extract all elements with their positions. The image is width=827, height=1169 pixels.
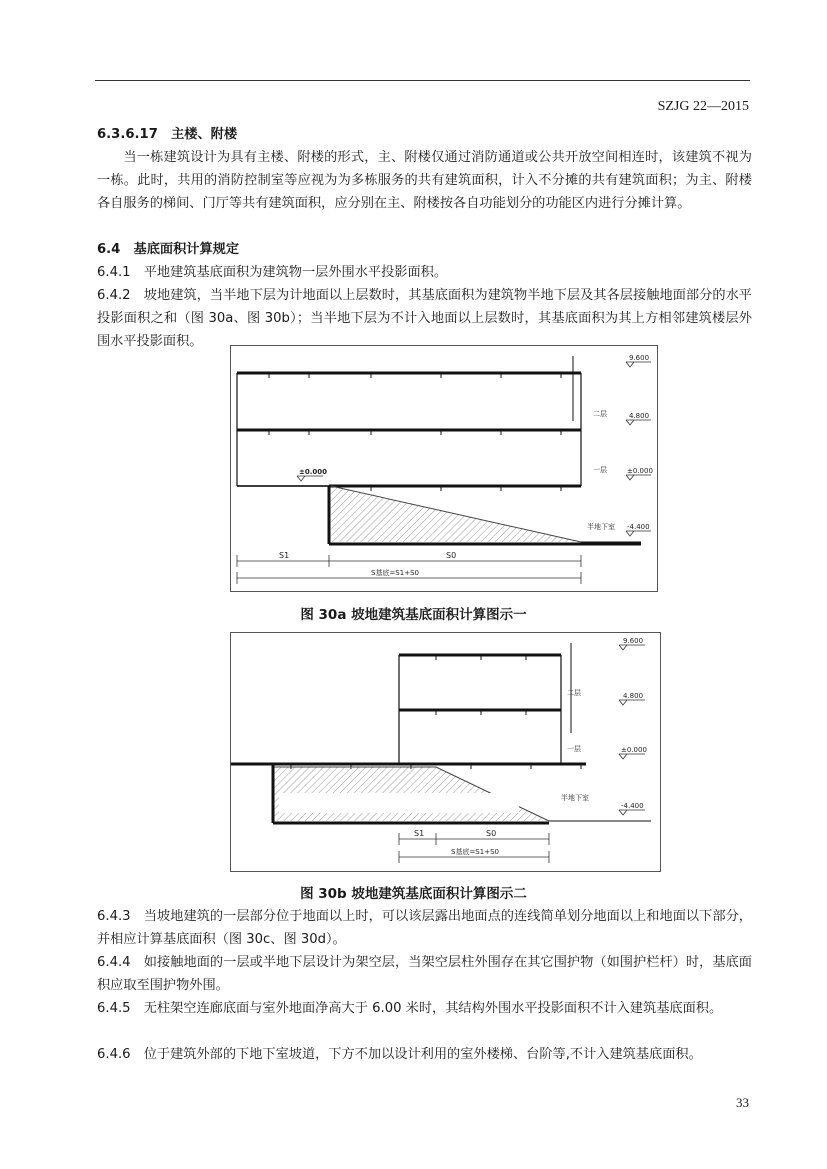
- fig30a-elev-zero: ±0.000: [627, 467, 653, 475]
- figure-30a-drawing: [231, 346, 657, 591]
- figure-30b-caption: 图 30b 坡地建筑基底面积计算图示二: [300, 886, 527, 902]
- fig30a-s1-label: S1: [279, 551, 290, 560]
- paragraph-6-4-3: 6.4.3 当坡地建筑的一层部分位于地面以上时，可以该层露出地面点的连线简单划分地面以上和地面以下部分，并相应计算基底面积（图 30c、图 30d）。: [97, 909, 752, 947]
- paragraph-6-4-4: 6.4.4 如接触地面的一层或半地下层设计为架空层，当架空层柱外围存在其它围护物（如围护栏杆）时，基底面积应取至围护物外围。: [97, 955, 752, 993]
- fig30a-floor2-label: 二层: [593, 410, 607, 418]
- fig30a-floor1-label: 一层: [593, 466, 607, 474]
- fig30b-floor1-label: 一层: [567, 745, 581, 753]
- fig30a-elev-mid: 4.800: [629, 412, 650, 420]
- fig30b-semi-basement-label: 半地下室: [561, 794, 589, 802]
- fig30a-total-label: S基底=S1+S0: [371, 569, 419, 577]
- paragraph-6-4-1: 6.4.1 平地建筑基底面积为建筑物一层外围水平投影面积。: [97, 265, 448, 280]
- fig30b-elev-zero: ±0.000: [621, 746, 647, 754]
- fig30a-elev-top: 9.600: [629, 354, 650, 362]
- fig30a-elev-zero-left: ±0.000: [299, 468, 328, 476]
- fig30b-elev-mid: 4.800: [623, 692, 644, 700]
- paragraph-6-4-5: 6.4.5 无柱架空连廊底面与室外地面净高大于 6.00 米时，其结构外围水平投影面积不计入建筑基底面积。: [97, 1001, 723, 1016]
- fig30b-elev-bottom: -4.400: [621, 802, 644, 810]
- paragraph-6-3-6-17: 当一栋建筑设计为具有主楼、附楼的形式，主、附楼仅通过消防通道或公共开放空间相连时，该建筑不视为一栋。此时，共用的消防控制室等应视为为多栋服务的共有建筑面积，计入不分摊的共有建筑面积；为主、附楼各自服务的梯间、门厅等共有建筑面积，应分别在主、附楼按各自功能划分的功能区内进行分摊计算。: [97, 150, 752, 211]
- fig30b-s0-label: S0: [486, 829, 497, 838]
- figure-30b-drawing: [231, 633, 660, 871]
- fig30b-total-label: S基底=S1+S0: [451, 848, 499, 856]
- header-rule: [95, 80, 750, 81]
- figure-30a-caption: 图 30a 坡地建筑基底面积计算图示一: [300, 607, 527, 623]
- fig30b-floor2-label: 二层: [567, 689, 581, 697]
- fig30b-s1-label: S1: [414, 829, 425, 838]
- section-heading-6-4: 6.4 基底面积计算规定: [97, 242, 240, 257]
- fig30a-s0-label: S0: [446, 551, 457, 560]
- fig30a-elev-bottom: -4.400: [627, 523, 650, 531]
- figure-30a: [230, 345, 658, 592]
- paragraph-6-4-6: 6.4.6 位于建筑外部的下地下室坡道，下方不加以设计利用的室外楼梯、台阶等,不计入建筑基底面积。: [97, 1047, 702, 1062]
- paragraph-6-4-2: 6.4.2 坡地建筑，当半地下层为计地面以上层数时，其基底面积为建筑物半地下层及其各层接触地面部分的水平投影面积之和（图 30a、图 30b）；当半地下层为不计入地面以上层数时，其基底面积为其上方相邻建筑楼层外围水平投影面积。: [97, 288, 752, 349]
- page-number: 33: [736, 1095, 749, 1110]
- section-heading-6-3-6-17: 6.3.6.17 主楼、附楼: [97, 127, 238, 142]
- fig30b-elev-top: 9.600: [623, 637, 644, 645]
- fig30a-semi-basement-label: 半地下室: [587, 523, 615, 531]
- standard-code: SZJG 22—2015: [657, 99, 749, 114]
- figure-30b: [230, 632, 661, 872]
